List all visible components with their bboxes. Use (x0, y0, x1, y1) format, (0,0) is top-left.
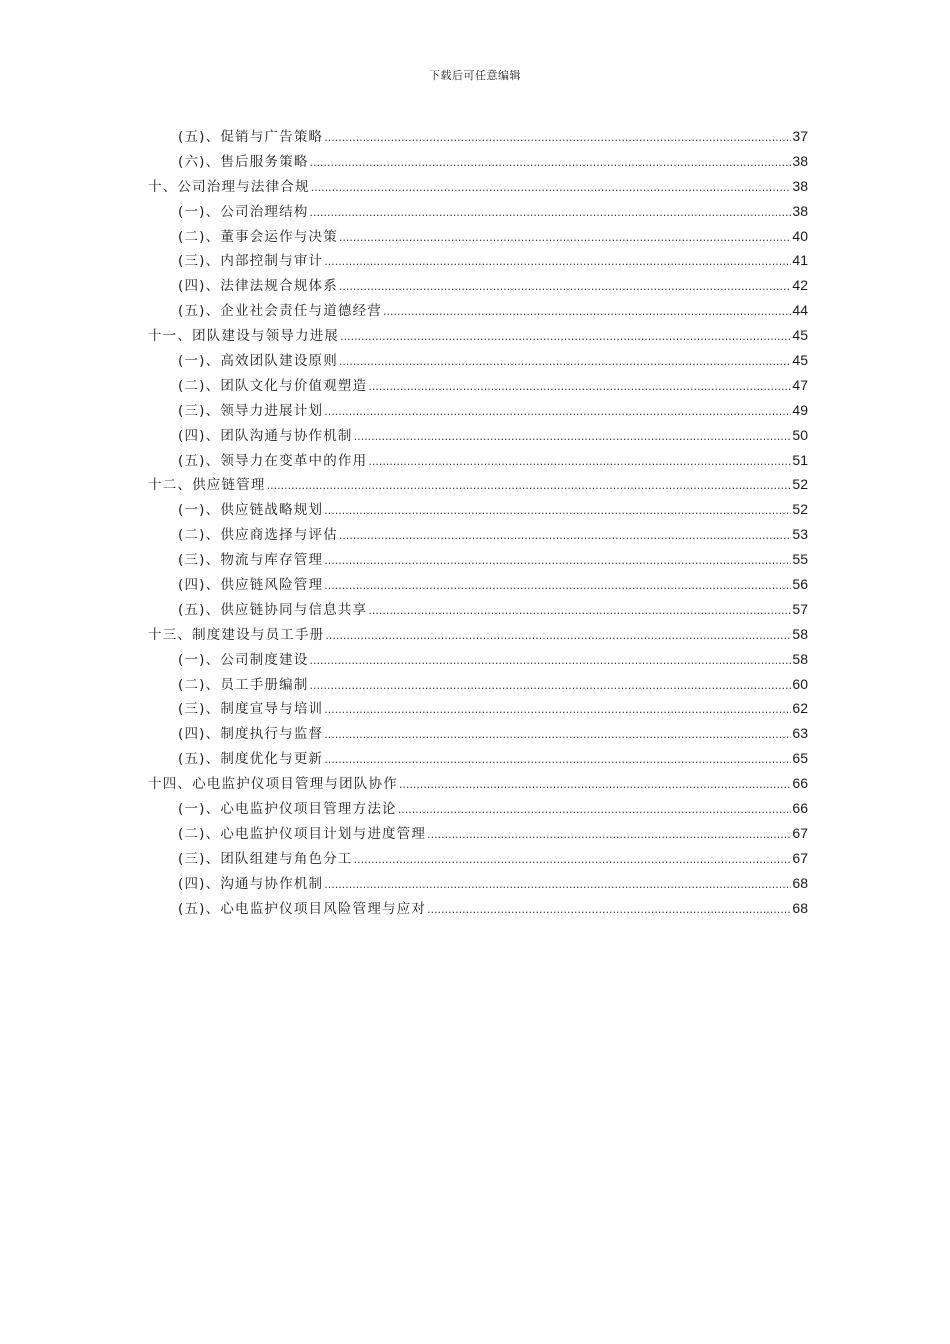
toc-entry-title: (一)、公司制度建设 (178, 651, 309, 668)
toc-leader-dots (399, 773, 792, 798)
toc-page-number: 52 (792, 476, 808, 493)
toc-leader-dots (324, 723, 791, 748)
toc-entry-title: (五)、制度优化与更新 (178, 751, 324, 768)
toc-leader-dots (339, 350, 791, 375)
toc-entry-title: (一)、心电监护仪项目管理方法论 (178, 801, 397, 818)
toc-section-entry[interactable] (148, 896, 808, 921)
toc-section-entry[interactable] (148, 448, 808, 473)
toc-page-number: 50 (792, 426, 808, 443)
toc-section-entry[interactable] (148, 647, 808, 672)
toc-leader-dots (311, 176, 792, 201)
toc-section-entry[interactable] (148, 348, 808, 373)
toc-leader-dots (324, 748, 791, 773)
toc-page-number: 37 (792, 128, 808, 144)
toc-page-number: 38 (792, 177, 808, 194)
toc-page-number: 68 (792, 874, 808, 891)
toc-page-number: 45 (792, 327, 808, 344)
toc-entry-title: (二)、心电监护仪项目计划与进度管理 (178, 825, 427, 842)
toc-section-entry[interactable] (148, 572, 808, 597)
toc-leader-dots (368, 599, 791, 624)
toc-page-number: 47 (792, 376, 808, 393)
toc-page-number: 38 (792, 202, 808, 219)
toc-section-entry[interactable] (148, 199, 808, 224)
toc-section-entry[interactable] (148, 124, 808, 149)
toc-leader-dots (339, 275, 791, 300)
toc-leader-dots (324, 549, 791, 574)
toc-entry-title: (二)、供应商选择与评估 (178, 527, 338, 544)
toc-section-entry[interactable] (148, 398, 808, 423)
toc-entry-title: (三)、制度宣导与培训 (178, 701, 324, 718)
table-of-contents (148, 124, 808, 921)
toc-entry-title: (一)、高效团队建设原则 (178, 353, 338, 370)
toc-leader-dots (324, 250, 791, 275)
toc-entry-title: (六)、售后服务策略 (178, 153, 309, 170)
toc-entry-title: 十三、制度建设与员工手册 (148, 626, 325, 643)
toc-chapter-entry[interactable] (148, 174, 808, 199)
toc-section-entry[interactable] (148, 273, 808, 298)
toc-entry-title: (二)、员工手册编制 (178, 676, 309, 693)
toc-section-entry[interactable] (148, 547, 808, 572)
toc-entry-title: (一)、公司治理结构 (178, 203, 309, 220)
toc-entry-title: (五)、企业社会责任与道德经营 (178, 303, 383, 320)
toc-entry-title: (三)、领导力进展计划 (178, 402, 324, 419)
toc-leader-dots (324, 873, 791, 898)
toc-entry-title: 十四、心电监护仪项目管理与团队协作 (148, 776, 398, 793)
toc-page-number: 56 (792, 576, 808, 593)
toc-section-entry[interactable] (148, 597, 808, 622)
toc-page-number: 51 (792, 451, 808, 468)
toc-entry-title: (四)、法律法规合规体系 (178, 278, 338, 295)
toc-section-entry[interactable] (148, 846, 808, 871)
toc-section-entry[interactable] (148, 871, 808, 896)
toc-section-entry[interactable] (148, 373, 808, 398)
toc-page-number: 63 (792, 725, 808, 742)
toc-entry-title: (四)、制度执行与监督 (178, 726, 324, 743)
toc-leader-dots (340, 325, 791, 350)
toc-page-number: 62 (792, 700, 808, 717)
toc-section-entry[interactable] (148, 821, 808, 846)
toc-section-entry[interactable] (148, 298, 808, 323)
toc-section-entry[interactable] (148, 248, 808, 273)
toc-section-entry[interactable] (148, 149, 808, 174)
toc-entry-title: 十、公司治理与法律合规 (148, 178, 310, 195)
toc-leader-dots (339, 226, 791, 251)
toc-page-number: 38 (792, 152, 808, 169)
toc-section-entry[interactable] (148, 721, 808, 746)
toc-leader-dots (383, 300, 791, 325)
toc-entry-title: (三)、物流与库存管理 (178, 552, 324, 569)
toc-page-number: 58 (792, 650, 808, 667)
toc-entry-title: 十一、团队建设与领导力进展 (148, 328, 340, 345)
toc-entry-title: (二)、董事会运作与决策 (178, 228, 338, 245)
toc-leader-dots (324, 698, 791, 723)
toc-entry-title: (四)、团队沟通与协作机制 (178, 427, 353, 444)
toc-page-number: 41 (792, 252, 808, 269)
toc-leader-dots (267, 474, 792, 499)
toc-entry-title: 十二、供应链管理 (148, 477, 266, 494)
toc-leader-dots (310, 649, 792, 674)
toc-page-number: 53 (792, 526, 808, 543)
toc-section-entry[interactable] (148, 497, 808, 522)
page-header: 下载后可任意编辑 (429, 69, 521, 82)
toc-page-number: 66 (792, 800, 808, 817)
toc-leader-dots (354, 425, 792, 450)
toc-entry-title: (三)、团队组建与角色分工 (178, 850, 353, 867)
toc-leader-dots (324, 400, 791, 425)
toc-page-number: 55 (792, 551, 808, 568)
toc-leader-dots (324, 126, 791, 151)
toc-chapter-entry[interactable] (148, 472, 808, 497)
toc-page-number: 65 (792, 750, 808, 767)
toc-leader-dots (324, 499, 791, 524)
toc-leader-dots (368, 450, 791, 475)
toc-entry-title: (二)、团队文化与价值观塑造 (178, 377, 368, 394)
toc-leader-dots (310, 151, 792, 176)
toc-entry-title: (一)、供应链战略规划 (178, 502, 324, 519)
toc-page-number: 67 (792, 824, 808, 841)
toc-page-number: 66 (792, 775, 808, 792)
toc-entry-title: (五)、促销与广告策略 (178, 129, 324, 145)
toc-leader-dots (339, 524, 791, 549)
toc-page-number: 68 (792, 899, 808, 916)
toc-leader-dots (427, 898, 791, 923)
toc-page-number: 52 (792, 501, 808, 518)
toc-chapter-entry[interactable] (148, 622, 808, 647)
toc-page-number: 67 (792, 849, 808, 866)
toc-entry-title: (四)、沟通与协作机制 (178, 875, 324, 892)
toc-section-entry[interactable] (148, 672, 808, 697)
toc-page-number: 57 (792, 600, 808, 617)
toc-page-number: 58 (792, 625, 808, 642)
toc-section-entry[interactable] (148, 746, 808, 771)
toc-page-number: 45 (792, 352, 808, 369)
toc-section-entry[interactable] (148, 696, 808, 721)
toc-section-entry[interactable] (148, 522, 808, 547)
toc-entry-title: (四)、供应链风险管理 (178, 577, 324, 594)
toc-entry-title: (五)、供应链协同与信息共享 (178, 601, 368, 618)
toc-page-number: 42 (792, 277, 808, 294)
toc-entry-title: (五)、心电监护仪项目风险管理与应对 (178, 900, 427, 917)
toc-leader-dots (324, 574, 791, 599)
toc-chapter-entry[interactable] (148, 771, 808, 796)
toc-chapter-entry[interactable] (148, 323, 808, 348)
toc-leader-dots (310, 201, 792, 226)
toc-leader-dots (427, 823, 791, 848)
toc-page-number: 44 (792, 302, 808, 319)
toc-section-entry[interactable] (148, 224, 808, 249)
toc-leader-dots (325, 624, 791, 649)
toc-section-entry[interactable] (148, 796, 808, 821)
toc-leader-dots (354, 848, 792, 873)
toc-entry-title: (三)、内部控制与审计 (178, 253, 324, 270)
toc-leader-dots (310, 674, 792, 699)
toc-page-number: 40 (792, 227, 808, 244)
toc-leader-dots (398, 798, 792, 823)
toc-entry-title: (五)、领导力在变革中的作用 (178, 452, 368, 469)
toc-leader-dots (368, 375, 791, 400)
toc-page-number: 49 (792, 401, 808, 418)
toc-section-entry[interactable] (148, 423, 808, 448)
toc-page-number: 60 (792, 675, 808, 692)
